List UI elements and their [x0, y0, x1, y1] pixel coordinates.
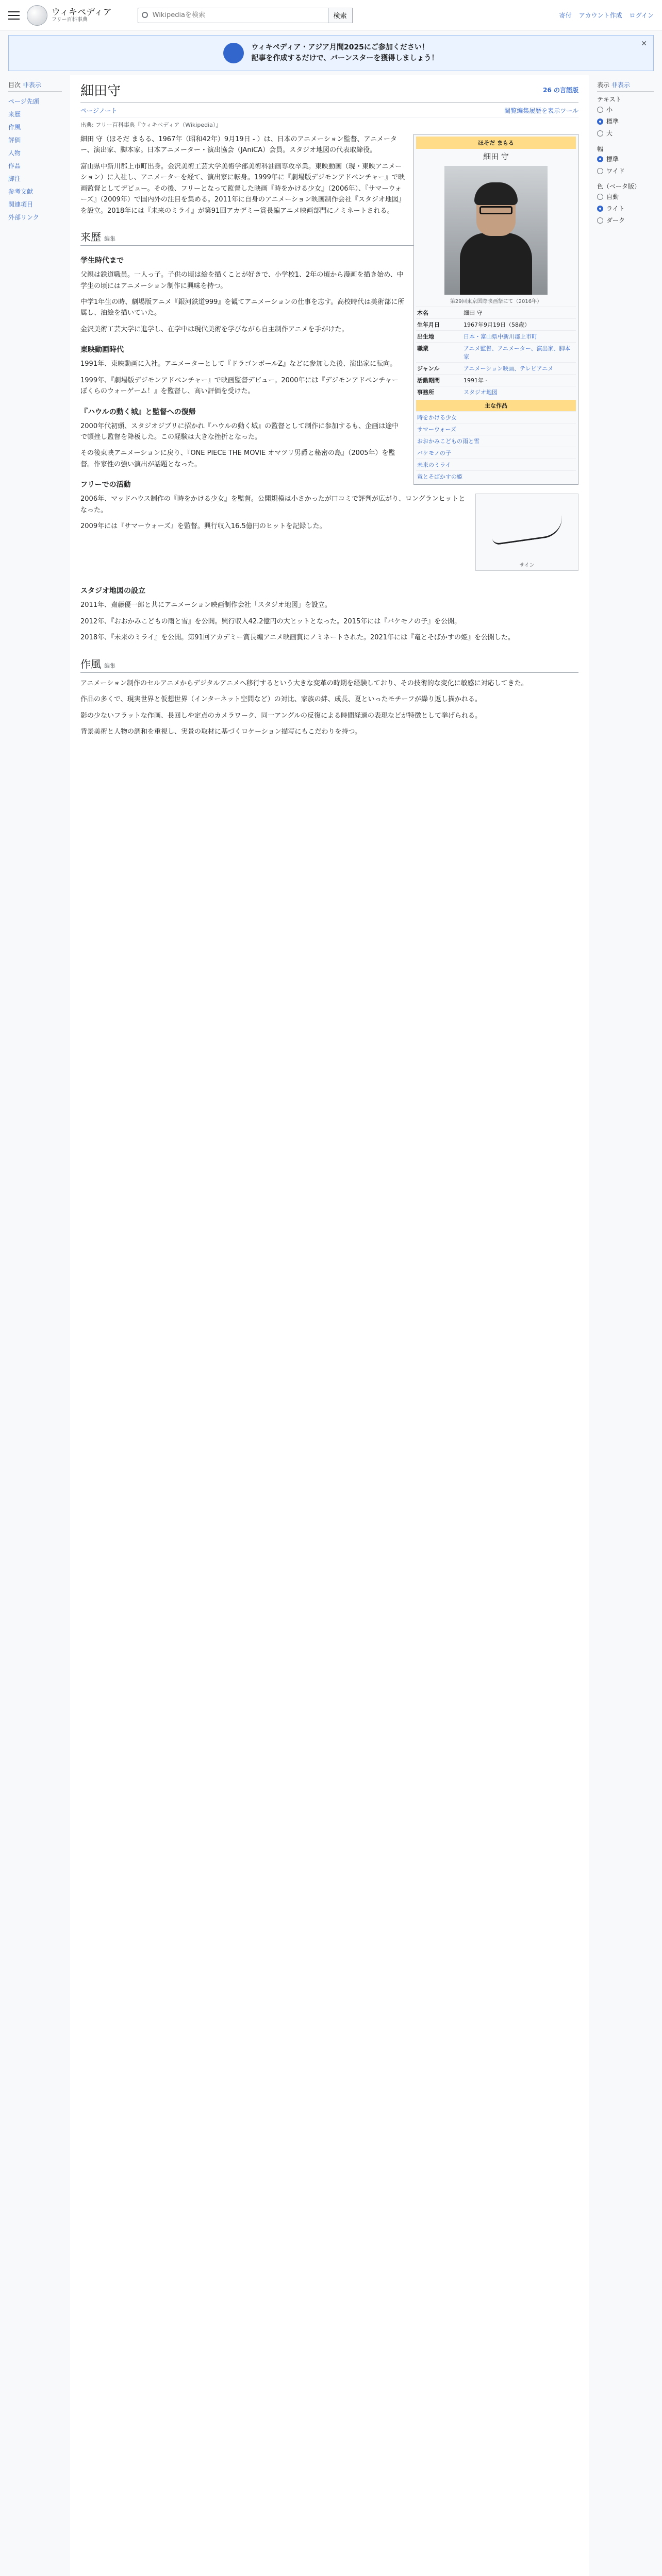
body-paragraph: その後東映アニメーションに戻り、『ONE PIECE THE MOVIE オマツリ男爵と秘密の島』（2005年）を監督。作家性の強い演出が話題となった。 [80, 449, 395, 468]
toc-item[interactable]: 来歴 [8, 111, 21, 118]
toc-item[interactable]: ページ先頭 [8, 98, 39, 105]
asia-month-banner [8, 35, 654, 71]
body-paragraph: アニメーション制作のセルアニメからデジタルアニメへ移行するという大きな変革の時期を経験しており、その技術的な変化に敏感に対応してきた。 [80, 679, 528, 687]
infobox-row: 事務所 スタジオ地図 [416, 386, 576, 398]
edit-link[interactable]: 編集 [104, 235, 115, 243]
infobox-work: 時をかける少女 [416, 411, 576, 423]
appearance-title: 表示 [597, 81, 610, 89]
signature-caption: サイン [519, 563, 535, 569]
body-paragraph: 背景美術と人物の調和を重視し、実景の取材に基づくロケーション描写にもこだわりを持つ。 [80, 727, 361, 736]
width-label: 幅 [597, 145, 604, 152]
search-input[interactable] [138, 8, 328, 23]
banner-line-1[interactable]: ウィキペディア・アジア月間2025にご参加ください！ [251, 43, 429, 52]
toc-sidebar [8, 75, 62, 2576]
width-standard[interactable]: 標準 [597, 153, 654, 165]
text-size-large[interactable]: 大 [597, 127, 654, 139]
body-paragraph: 作品の多くで、現実世界と仮想世界（インターネット空間など）の対比、家族の絆、成長、夏といったモチーフが繰り返し描かれる。 [80, 696, 482, 704]
infobox [413, 134, 578, 485]
tab-edit[interactable]: 編集 [517, 107, 529, 114]
color-label: 色（ベータ版） [597, 183, 641, 190]
tab-history[interactable]: 履歴を表示 [529, 107, 560, 114]
language-button[interactable]: 26 の言語版 [543, 87, 578, 94]
menu-icon[interactable] [8, 11, 20, 20]
infobox-work: おおかみこどもの雨と雪 [416, 435, 576, 447]
banner-logo-icon [223, 43, 244, 63]
search-form [138, 8, 353, 23]
section-heading-style: 作風 編集 [80, 656, 578, 673]
tab-page[interactable]: ページ [80, 107, 99, 114]
donate-link[interactable]: 寄付 [559, 12, 572, 19]
infobox-work: 竜とそばかすの姫 [416, 470, 576, 482]
subsection-heading: 東映動画時代 [80, 346, 124, 354]
body-paragraph: 中学1年生の時、劇場版アニメ『銀河鉄道999』を観てアニメーションの仕事を志す。高校時代は美術部に所属し、油絵を描いていた。 [80, 298, 405, 317]
edit-link[interactable]: 編集 [104, 662, 115, 669]
toc-item[interactable]: 人物 [8, 149, 21, 157]
color-dark[interactable]: ダーク [597, 214, 654, 226]
page-title: 細田守 [80, 83, 121, 99]
body-paragraph: 2006年、マッドハウス制作の『時をかける少女』を監督。公開規模は小さかったが口コミで評判が広がり、ロングランヒットとなった。 [80, 495, 466, 514]
create-account-link[interactable]: アカウント作成 [578, 12, 622, 19]
body-paragraph: 影の少ないフラットな作画、長回しや定点のカメラワーク、同一アングルの反復による時間経過の表現などが特徴として挙げられる。 [80, 711, 482, 720]
body-paragraph: 2012年、『おおかみこどもの雨と雪』を公開。興行収入42.2億円の大ヒットとなった。2015年には『バケモノの子』を公開。 [80, 617, 461, 625]
banner-line-2: 記事を作成するだけで、バーンスターを獲得しましょう！ [251, 54, 439, 62]
infobox-row: ジャンル アニメーション映画、テレビアニメ [416, 362, 576, 374]
toc-hide-button[interactable]: 非表示 [22, 81, 41, 89]
site-header [0, 0, 662, 31]
infobox-work: 未来のミライ [416, 459, 576, 470]
toc-item[interactable]: 作品 [8, 162, 21, 170]
toc-item[interactable]: 作風 [8, 124, 21, 131]
search-button[interactable]: 検索 [328, 8, 353, 23]
globe-logo-icon [27, 5, 47, 26]
infobox-works-title: 主な作品 [416, 400, 576, 411]
body-paragraph: 2018年、『未来のミライ』を公開。第91回アカデミー賞長編アニメ映画賞にノミネートされた。2021年には『竜とそばかすの姫』を公開した。 [80, 634, 515, 642]
logo-title: ウィキペディア [52, 7, 112, 18]
appearance-hide-button[interactable]: 非表示 [611, 81, 630, 89]
infobox-row: 活動期間 1991年 - [416, 374, 576, 386]
subsection-heading: スタジオ地図の設立 [80, 587, 145, 596]
tab-tools[interactable]: ツール [560, 107, 578, 114]
body-paragraph: 2009年には『サマーウォーズ』を監督。興行収入16.5億円のヒットを記録した。 [80, 522, 326, 531]
subsection-heading: フリーでの活動 [80, 481, 131, 489]
appearance-panel [597, 75, 654, 2576]
body-paragraph: 父親は鉄道職員。一人っ子。子供の頃は絵を描くことが好きで、小学校1、2年の頃から漫画を描き始め、中学生の頃にはアニメーション制作に興味を持つ。 [80, 271, 404, 290]
site-logo[interactable] [27, 5, 112, 26]
infobox-row: 本名 細田 守 [416, 307, 576, 318]
body-paragraph: 1999年、『劇場版デジモンアドベンチャー』で映画監督デビュー。2000年には『デジモンアドベンチャー ぼくらのウォーゲーム！』を監督し、高い評価を受けた。 [80, 376, 399, 396]
color-auto[interactable]: 自動 [597, 191, 654, 202]
body-paragraph: 2000年代初頭、スタジオジブリに招かれ『ハウルの動く城』の監督として制作に参加するも、企画は途中で頓挫し監督を降板した。この経験は大きな挫折となった。 [80, 422, 399, 441]
text-size-label: テキスト [597, 96, 622, 103]
color-light[interactable]: ライト [597, 202, 654, 214]
intro-paragraph: 細田 守（ほそだ まもる、1967年（昭和42年）9月19日 - ）は、日本のアニメーション監督、アニメーター、演出家、脚本家。日本アニメーター・演出協会（JAniCA）会員。スタジオ地図の代表取締役。 [80, 135, 397, 155]
infobox-row: 生年月日 1967年9月19日（58歳） [416, 318, 576, 330]
text-size-standard[interactable]: 標準 [597, 115, 654, 127]
body-paragraph: 2011年、齋藤優一郎と共にアニメーション映画制作会社「スタジオ地図」を設立。 [80, 601, 332, 609]
page-tabs [80, 106, 578, 117]
toc-item[interactable]: 参考文献 [8, 188, 34, 195]
toc-title: 目次 [8, 81, 21, 89]
close-icon[interactable]: ✕ [641, 40, 647, 48]
width-wide[interactable]: ワイド [597, 165, 654, 177]
user-links [559, 11, 654, 20]
logo-subtitle: フリー百科事典 [52, 17, 88, 23]
infobox-reading: ほそだ まもる [416, 137, 576, 149]
source-note: 出典: フリー百科事典『ウィキペディア（Wikipedia）』 [80, 122, 222, 128]
infobox-row: 職業 アニメ監督、アニメーター、演出家、脚本家 [416, 342, 576, 362]
search-icon [142, 12, 148, 18]
article-content [70, 75, 589, 2576]
section-heading-history: 来歴 編集 [80, 229, 578, 246]
infobox-name: 細田 守 [483, 152, 509, 161]
portrait-image[interactable] [444, 166, 548, 295]
portrait-caption: 第29回東京国際映画祭にて（2016年） [450, 299, 542, 304]
subsection-heading: 『ハウルの動く城』と監督への復帰 [80, 408, 196, 416]
login-link[interactable]: ログイン [629, 12, 654, 19]
toc-item[interactable]: 脚注 [8, 175, 21, 182]
infobox-work: サマーウォーズ [416, 423, 576, 435]
toc-item[interactable]: 関連項目 [8, 201, 34, 208]
body-paragraph: 1991年、東映動画に入社。アニメーターとして『ドラゴンボールZ』などに参加した後、演出家に転向。 [80, 360, 397, 368]
text-size-small[interactable]: 小 [597, 104, 654, 115]
signature-image[interactable] [475, 494, 578, 571]
body-paragraph: 金沢美術工芸大学に進学し、在学中は現代美術を学びながら自主制作アニメを手がけた。 [80, 325, 349, 333]
intro-paragraph: 富山県中新川郡上市町出身。金沢美術工芸大学美術学部美術科油画専攻卒業。東映動画（現・東映アニメーション）に入社し、アニメーターを経て、演出家に転身。1999年に『劇場版デジモンアドベンチャー』で映画監督としてデビュー。その後、フリーとなって監督した映画『時をかける少女』（2006年）、『サマーウォーズ』（2009年）で国内外の注目を集める。2011年に自身のアニメーション映画制作会社『スタジオ地図』を設立。2018年には『未来のミライ』が第91回アカデミー賞長編アニメ映画部門にノミネートされる。 [80, 162, 405, 215]
infobox-work: バケモノの子 [416, 447, 576, 459]
tab-read[interactable]: 閲覧 [504, 107, 517, 114]
infobox-row: 出生地 日本・富山県中新川郡上市町 [416, 330, 576, 342]
toc-item[interactable]: 評価 [8, 137, 21, 144]
subsection-heading: 学生時代まで [80, 257, 124, 265]
tab-talk[interactable]: ノート [98, 107, 118, 114]
toc-item[interactable]: 外部リンク [8, 214, 39, 221]
